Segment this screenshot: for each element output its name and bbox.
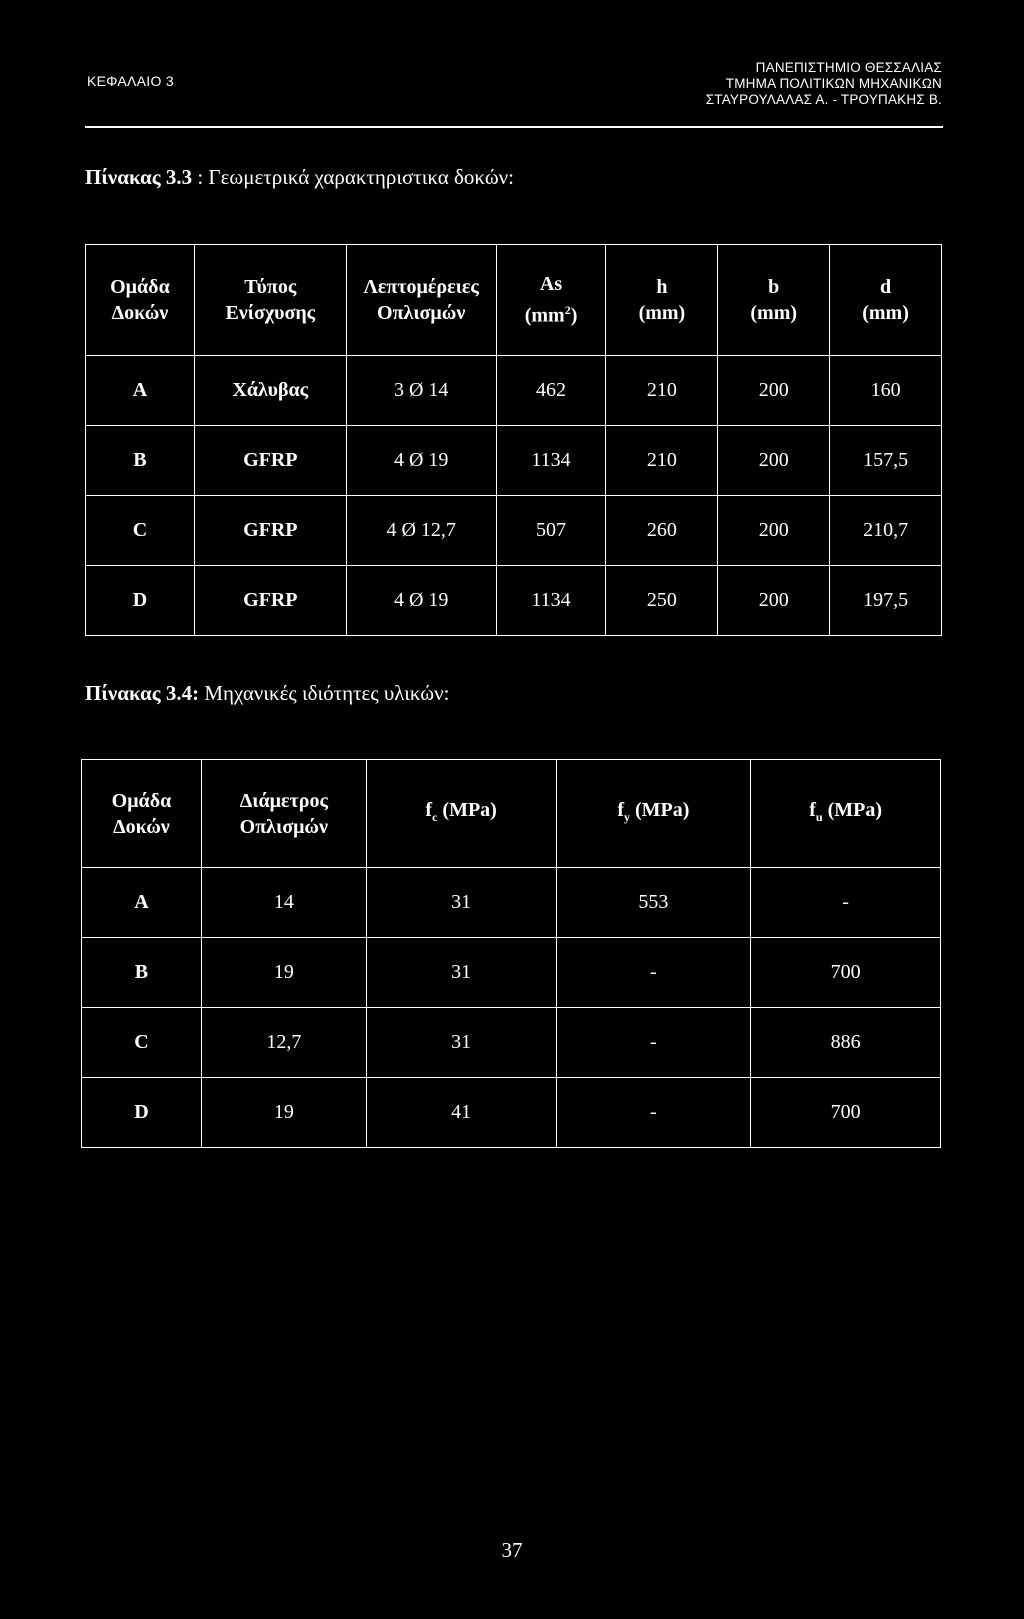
table1-caption-text: : Γεωμετρικά χαρακτηριστικα δοκών: bbox=[192, 165, 514, 189]
header-cell: $f_y$ (MPa) bbox=[556, 760, 751, 868]
table2-caption bbox=[85, 681, 449, 706]
table-cell: 12,7 bbox=[201, 1008, 366, 1078]
table-cell: 160 bbox=[830, 356, 942, 426]
table-cell: B bbox=[86, 426, 195, 496]
table-row bbox=[86, 426, 942, 496]
header-cell: $f_c$ (MPa) bbox=[366, 760, 556, 868]
table-cell: 31 bbox=[366, 1008, 556, 1078]
table-cell: 41 bbox=[366, 1078, 556, 1148]
table-cell: 200 bbox=[718, 566, 830, 636]
table-cell: 886 bbox=[751, 1008, 941, 1078]
table-cell: 31 bbox=[366, 868, 556, 938]
header-cell: b (mm) bbox=[718, 245, 830, 356]
table1-caption bbox=[85, 165, 514, 190]
header-cell: Ομάδα Δοκών bbox=[86, 245, 195, 356]
table-cell: 4 Ø 19 bbox=[346, 566, 496, 636]
header-cell: Τύπος Ενίσχυσης bbox=[194, 245, 346, 356]
table-cell: 553 bbox=[556, 868, 751, 938]
table-cell: 1134 bbox=[496, 566, 606, 636]
table-cell: 700 bbox=[751, 1078, 941, 1148]
table-cell: C bbox=[82, 1008, 202, 1078]
table-cell: D bbox=[82, 1078, 202, 1148]
header-cell: Ομάδα Δοκών bbox=[82, 760, 202, 868]
table-cell: - bbox=[556, 1008, 751, 1078]
header-cell: Διάμετρος Οπλισμών bbox=[201, 760, 366, 868]
table-row bbox=[86, 566, 942, 636]
table-row bbox=[82, 1078, 941, 1148]
table-cell: 1134 bbox=[496, 426, 606, 496]
table-cell: 250 bbox=[606, 566, 718, 636]
table-cell: 507 bbox=[496, 496, 606, 566]
table-cell: 210 bbox=[606, 356, 718, 426]
table-cell: A bbox=[82, 868, 202, 938]
university-name: ΠΑΝΕΠΙΣΤΗΜΙΟ ΘΕΣΣΑΛΙΑΣ bbox=[755, 60, 942, 75]
header-cell: h (mm) bbox=[606, 245, 718, 356]
table-cell: 200 bbox=[718, 356, 830, 426]
table-cell: 3 Ø 14 bbox=[346, 356, 496, 426]
table-row bbox=[82, 1008, 941, 1078]
table-cell: 200 bbox=[718, 496, 830, 566]
department-name: ΤΜΗΜΑ ΠΟΛΙΤΙΚΩΝ ΜΗΧΑΝΙΚΩΝ bbox=[725, 76, 942, 91]
table-cell: 4 Ø 19 bbox=[346, 426, 496, 496]
table2-caption-text: Μηχανικές ιδιότητες υλικών: bbox=[199, 681, 450, 705]
table-cell: 19 bbox=[201, 1078, 366, 1148]
table-header-row bbox=[82, 760, 941, 868]
table-cell: 700 bbox=[751, 938, 941, 1008]
table-row bbox=[82, 868, 941, 938]
table-cell: A bbox=[86, 356, 195, 426]
table-cell: 197,5 bbox=[830, 566, 942, 636]
table-cell: - bbox=[556, 938, 751, 1008]
material-properties-table bbox=[81, 759, 941, 1148]
table-cell: Χάλυβας bbox=[194, 356, 346, 426]
header-cell: Λεπτομέρειες Οπλισμών bbox=[346, 245, 496, 356]
table-cell: 19 bbox=[201, 938, 366, 1008]
table-row bbox=[86, 356, 942, 426]
table-row bbox=[86, 496, 942, 566]
table-cell: - bbox=[556, 1078, 751, 1148]
table-cell: GFRP bbox=[194, 426, 346, 496]
table-header-row bbox=[86, 245, 942, 356]
header-cell: $f_u$ (MPa) bbox=[751, 760, 941, 868]
table-cell: 31 bbox=[366, 938, 556, 1008]
geometry-table bbox=[85, 244, 942, 636]
table-cell: B bbox=[82, 938, 202, 1008]
table-cell: 210 bbox=[606, 426, 718, 496]
table-cell: D bbox=[86, 566, 195, 636]
table-cell: C bbox=[86, 496, 195, 566]
table-cell: 157,5 bbox=[830, 426, 942, 496]
table-cell: 462 bbox=[496, 356, 606, 426]
header-rule bbox=[85, 126, 943, 128]
table-cell: 260 bbox=[606, 496, 718, 566]
header-affiliation bbox=[706, 60, 942, 108]
chapter-label: ΚΕΦΑΛΑΙΟ 3 bbox=[87, 73, 174, 89]
authors: ΣΤΑΥΡΟΥΛΑΛΑΣ Α. - ΤΡΟΥΠΑΚΗΣ Β. bbox=[705, 92, 942, 107]
table-cell: GFRP bbox=[194, 566, 346, 636]
table-row bbox=[82, 938, 941, 1008]
table-cell: 210,7 bbox=[830, 496, 942, 566]
page-number: 37 bbox=[501, 1538, 523, 1562]
table-cell: - bbox=[751, 868, 941, 938]
header-cell: d (mm) bbox=[830, 245, 942, 356]
table-cell: 200 bbox=[718, 426, 830, 496]
header-cell: As $(mm^2)$ bbox=[496, 245, 606, 356]
table2-caption-label: Πίνακας 3.4: bbox=[85, 681, 200, 705]
table-cell: GFRP bbox=[194, 496, 346, 566]
table-cell: 4 Ø 12,7 bbox=[346, 496, 496, 566]
table-cell: 14 bbox=[201, 868, 366, 938]
table1-caption-label: Πίνακας 3.3 bbox=[85, 165, 193, 189]
